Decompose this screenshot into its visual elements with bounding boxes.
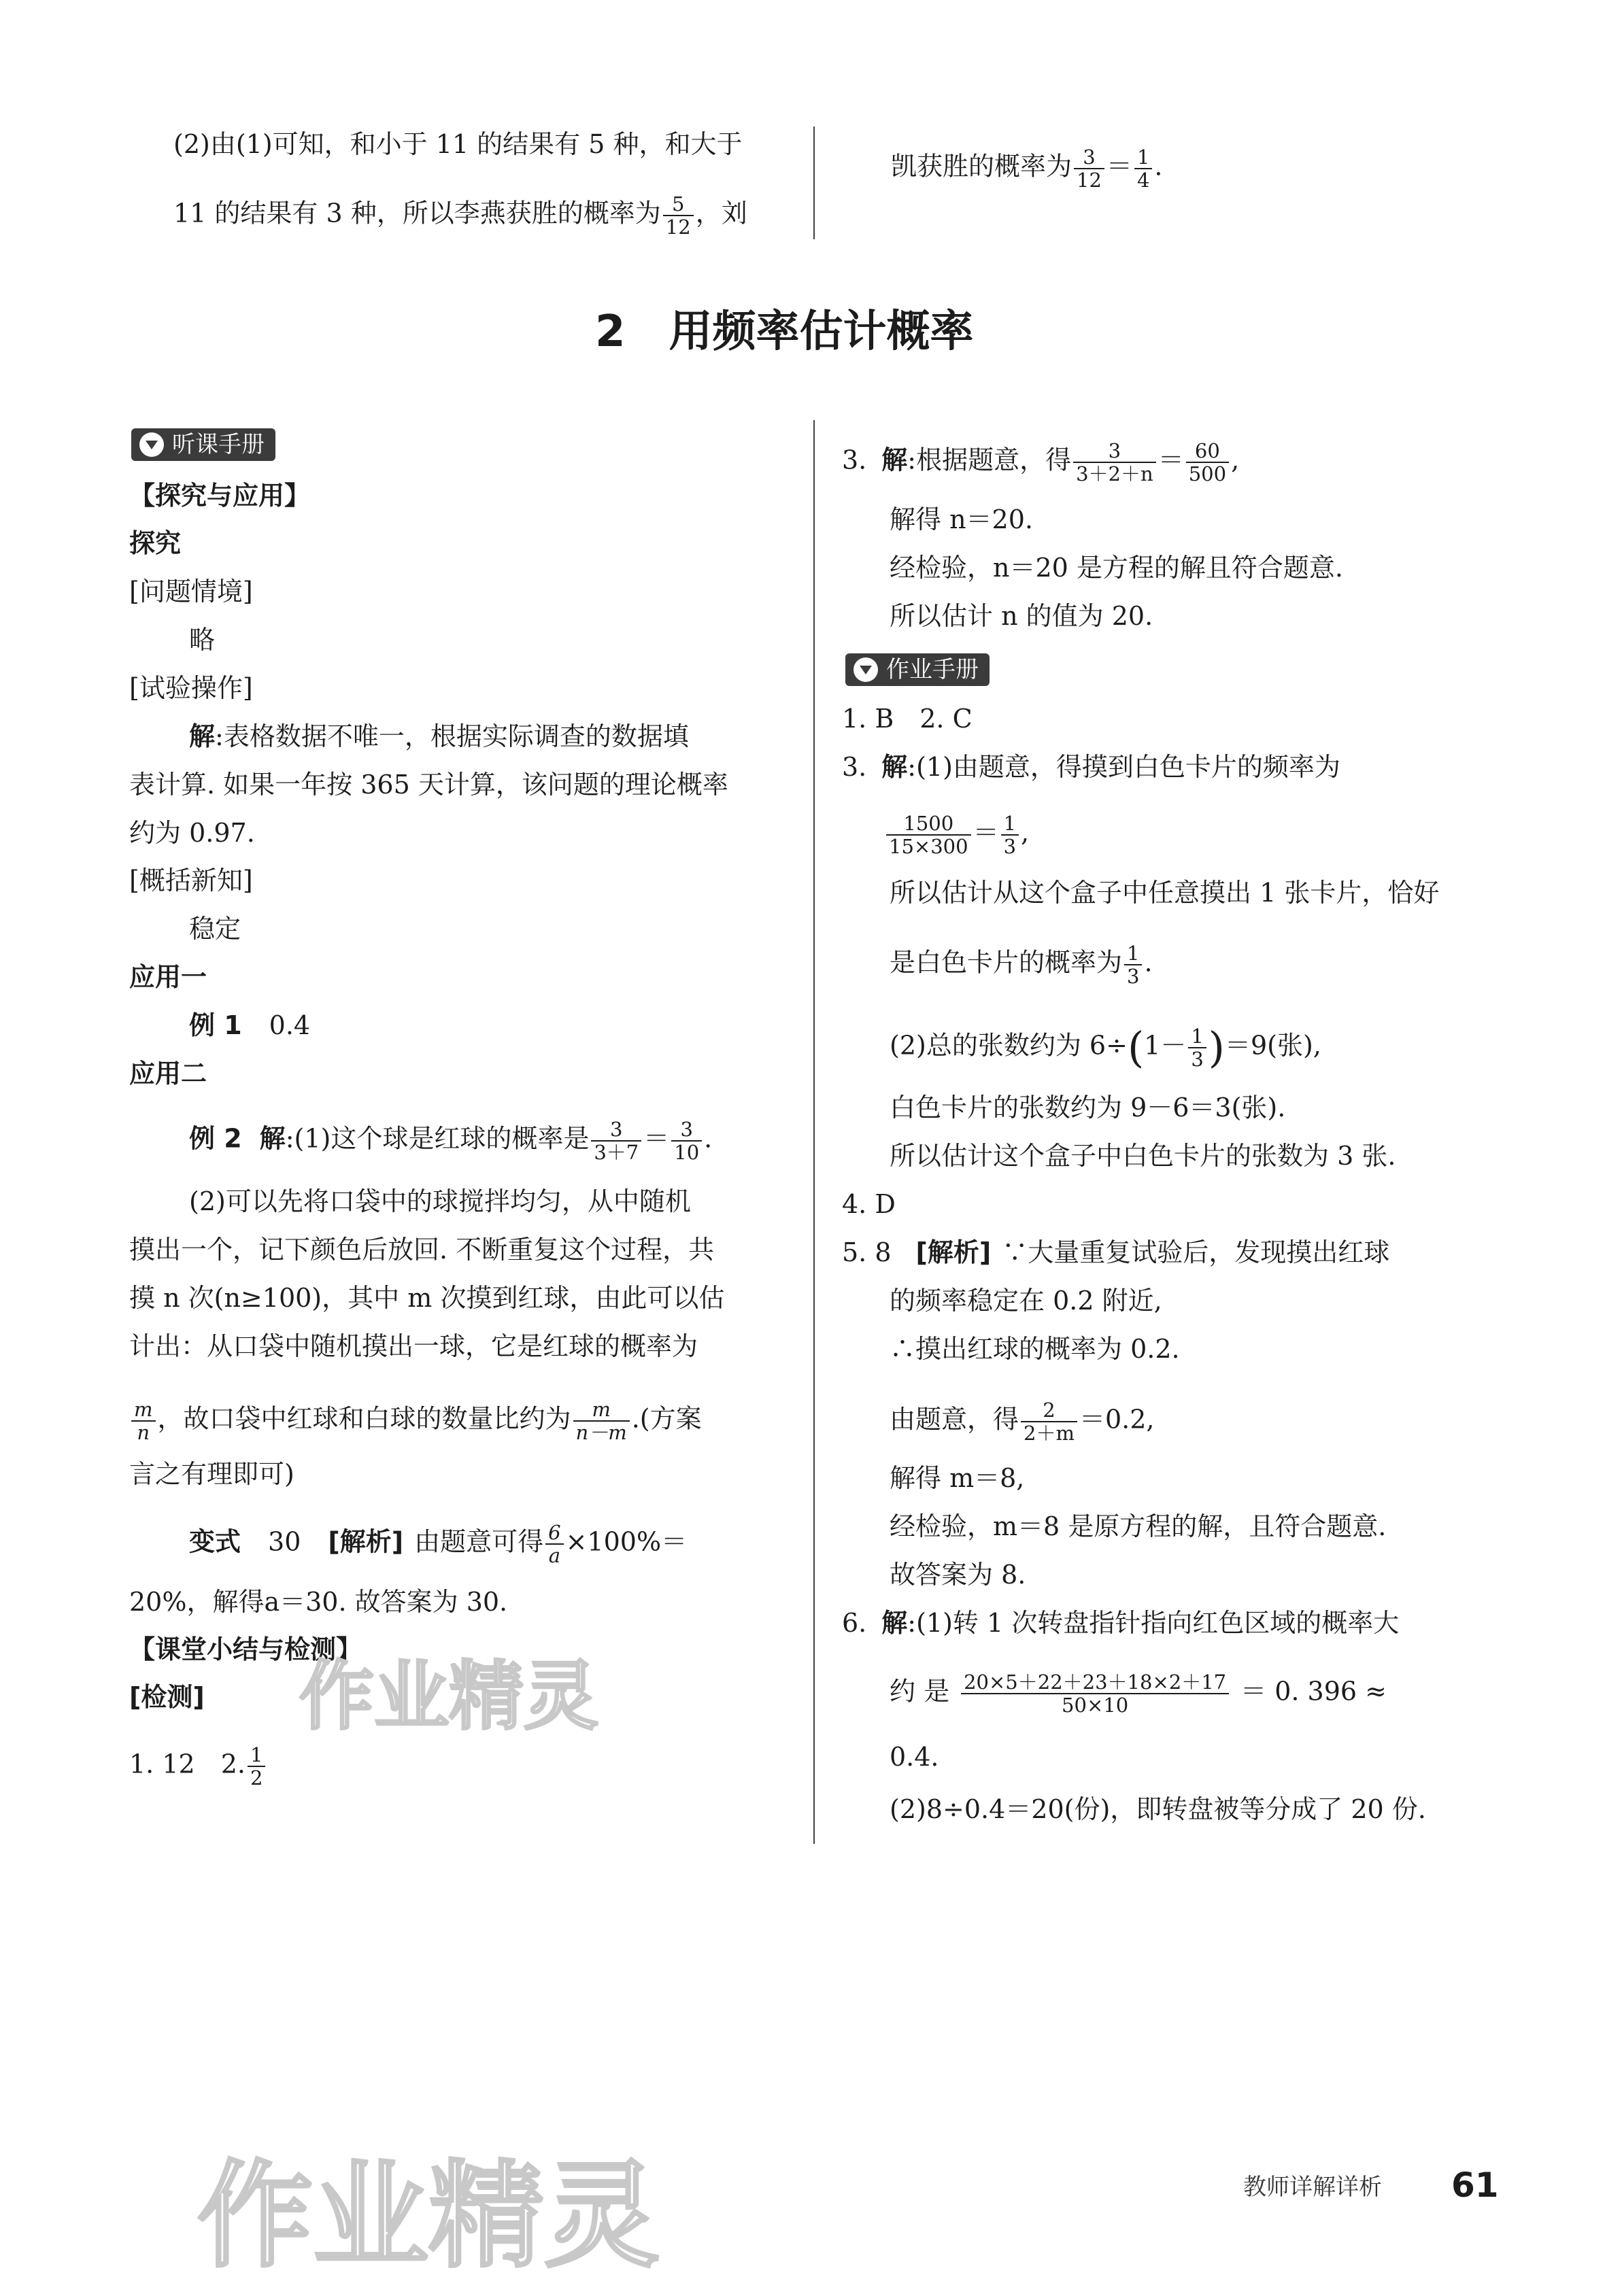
numerator: 1 [1001, 812, 1019, 836]
text: :(1)这个球是红球的概率是 [285, 1123, 590, 1154]
heading-test: [检测] [129, 1682, 205, 1712]
q3-line-2: 解得 n＝20. [890, 504, 1033, 534]
fraction [131, 1399, 156, 1443]
example-2-line-1 [189, 1118, 712, 1163]
solution-label: 解 [189, 721, 216, 751]
text: , [1021, 817, 1030, 848]
numerator: m [131, 1399, 156, 1422]
top-line-2 [173, 193, 747, 238]
solution-label: 解 [881, 1608, 908, 1638]
paren-close: ) [1208, 1023, 1225, 1072]
example-label: 例 2 [189, 1123, 242, 1154]
text: :根据题意，得 [907, 445, 1072, 475]
a3-line-6: 白色卡片的张数约为 9－6＝3(张). [890, 1093, 1286, 1123]
a5-line-6: 经检验，m＝8 是原方程的解，且符合题意. [890, 1511, 1387, 1541]
text: . [1144, 947, 1153, 978]
fraction [591, 1118, 641, 1163]
down-arrow-icon [854, 657, 878, 682]
example-2-line-6 [129, 1399, 702, 1443]
badge-label: 听课手册 [172, 431, 265, 458]
number: 5. 8 [842, 1237, 892, 1267]
numerator: 20×5＋22＋23＋18×2＋17 [961, 1671, 1229, 1694]
denominator: 3 [1127, 965, 1140, 988]
heading-experiment: [试验操作] [129, 673, 253, 703]
numerator: 6 [545, 1522, 563, 1545]
q3-line-1 [842, 440, 1239, 485]
text: ∵大量重复试验后，发现摸出红球 [1002, 1237, 1390, 1267]
summary-text: 稳定 [189, 914, 241, 944]
q3-line-4: 所以估计 n 的值为 20. [890, 601, 1153, 631]
homework-handbook-badge [845, 653, 990, 686]
variant-line-2: 20%，解得a＝30. 故答案为 30. [129, 1587, 508, 1617]
fraction [671, 1118, 702, 1163]
denominator: 50×10 [1062, 1694, 1129, 1717]
solution-label: 解 [881, 445, 908, 475]
example-2-line-5: 计出：从口袋中随机摸出一球，它是红球的概率为 [129, 1331, 698, 1361]
denominator: n－m [575, 1421, 627, 1444]
variant-label: 变式 [189, 1526, 241, 1557]
text: ＝0.2, [1079, 1404, 1155, 1435]
column-divider [813, 420, 815, 1844]
heading-problem: [问题情境] [129, 577, 253, 606]
denominator: a [548, 1544, 561, 1567]
fraction [1001, 812, 1019, 857]
answers-1-2: 1. B 2. C [842, 704, 973, 734]
text: .(方案 [631, 1403, 702, 1434]
fraction [1134, 146, 1152, 191]
a5-line-4 [890, 1399, 1154, 1444]
heading-app1: 应用一 [129, 962, 207, 992]
example-2-line-2: (2)可以先将口袋中的球搅拌均匀，从中随机 [189, 1186, 691, 1216]
a6-line-2 [890, 1671, 1387, 1716]
answer-4: 4. D [842, 1189, 896, 1219]
heading-explore-apply: 【探究与应用】 [129, 481, 311, 511]
text: ＝ [1158, 445, 1184, 475]
text: ＝ [1106, 151, 1132, 182]
example-2-line-7: 言之有理即可) [129, 1459, 294, 1489]
text: ，故口袋中红球和白球的数量比约为 [157, 1403, 571, 1434]
fraction [248, 1744, 265, 1789]
text: ＝ [643, 1123, 670, 1154]
numerator: 60 [1186, 440, 1229, 463]
heading-summary: [概括新知] [129, 866, 253, 895]
fraction [545, 1522, 563, 1566]
example-1 [189, 1009, 310, 1042]
text: 约 是 [890, 1676, 950, 1707]
text: . [1154, 151, 1163, 182]
denominator: 3＋2＋n [1076, 462, 1153, 485]
numerator: 1 [1134, 146, 1152, 169]
text: 11 的结果有 3 种，所以李燕获胜的概率为 [173, 198, 661, 228]
top-right-line [891, 146, 1162, 191]
a6-line-3: 0.4. [890, 1742, 939, 1772]
a3-line-3: 所以估计从这个盒子中任意摸出 1 张卡片，恰好 [890, 878, 1440, 908]
fraction [573, 1399, 630, 1443]
a6-line-4: (2)8÷0.4＝20(份)，即转盘被等分成了 20 份. [890, 1794, 1426, 1824]
a5-line-7: 故答案为 8. [890, 1560, 1026, 1590]
a3-line-7: 所以估计这个盒子中白色卡片的张数为 3 张. [890, 1141, 1396, 1171]
number: 3. [842, 752, 867, 782]
text: 由题意，得 [890, 1404, 1019, 1435]
denominator: 10 [674, 1141, 700, 1164]
numerator: 1 [248, 1744, 265, 1767]
denominator: 500 [1188, 462, 1227, 485]
numerator: 5 [663, 193, 694, 216]
numerator: 2 [1021, 1399, 1077, 1422]
fraction [1073, 440, 1156, 485]
text: (2)总的张数约为 6÷ [890, 1030, 1128, 1061]
numerator: 1 [1124, 942, 1142, 965]
text: , [1231, 445, 1240, 475]
a5-line-5: 解得 m＝8, [890, 1463, 1025, 1493]
text: ＝ [973, 817, 999, 848]
down-arrow-icon [139, 432, 164, 457]
section-title: 2 用频率估计概率 [595, 307, 974, 357]
fraction [1124, 942, 1142, 987]
watermark-middle: 作业精灵 [299, 1653, 598, 1740]
solution-label: 解 [881, 752, 908, 782]
example-2-line-3: 摸出一个，记下颜色后放回. 不断重复这个过程，共 [129, 1235, 715, 1265]
denominator: 12 [665, 216, 691, 239]
experiment-line-1 [189, 720, 689, 753]
numerator: 3 [591, 1118, 641, 1142]
fraction [1074, 146, 1104, 191]
variant-line-1 [189, 1522, 687, 1566]
text: :(1)转 1 次转盘指针指向红色区域的概率大 [907, 1608, 1400, 1638]
page-number: 61 [1451, 2165, 1499, 2205]
top-line-1: (2)由(1)可知，和小于 11 的结果有 5 种，和大于 [173, 129, 743, 159]
analysis-label: [解析] [328, 1526, 404, 1557]
analysis-label: [解析] [915, 1237, 992, 1267]
fraction [1188, 1025, 1206, 1070]
denominator: 2 [250, 1766, 263, 1789]
numerator: 3 [671, 1118, 702, 1142]
text: 1. 12 2. [129, 1749, 246, 1779]
paren-open: ( [1127, 1023, 1145, 1072]
denominator: 4 [1136, 169, 1150, 192]
answer: 30 [268, 1526, 301, 1557]
experiment-line-2: 表计算. 如果一年按 365 天计算，该问题的理论概率 [129, 770, 728, 800]
column-divider-top [813, 126, 815, 239]
heading-class-summary: 【课堂小结与检测】 [129, 1634, 362, 1664]
text: ＝ 0. 396 ≈ [1240, 1676, 1387, 1707]
text: ＝9(张), [1224, 1030, 1321, 1061]
fraction [886, 812, 971, 857]
example-label: 例 1 [189, 1010, 242, 1040]
text: ×100%＝ [565, 1526, 688, 1557]
fraction [961, 1671, 1229, 1716]
a3-line-5 [890, 1025, 1321, 1070]
a3-line-2 [884, 812, 1029, 857]
text: :(1)由题意，得摸到白色卡片的频率为 [907, 752, 1340, 782]
fraction [1186, 440, 1229, 485]
example-2-line-4: 摸 n 次(n≥100)，其中 m 次摸到红球，由此可以估 [129, 1283, 725, 1313]
watermark-bottom: 作业精灵 [197, 2149, 660, 2284]
fraction [663, 193, 694, 238]
badge-label: 作业手册 [886, 656, 979, 683]
a5-line-2: 的频率稳定在 0.2 附近, [890, 1286, 1162, 1316]
denominator: 15×300 [889, 835, 968, 858]
heading-explore: 探究 [129, 528, 182, 558]
text: 凯获胜的概率为 [891, 151, 1072, 182]
numerator: 3 [1074, 146, 1104, 169]
a3-line-4 [890, 942, 1153, 987]
a5-line-3: ∴摸出红球的概率为 0.2. [890, 1334, 1180, 1364]
text: . [704, 1123, 713, 1154]
numerator: 3 [1073, 440, 1156, 463]
number: 3. [842, 445, 867, 475]
denominator: 3 [1191, 1048, 1204, 1071]
solution-label: 解 [259, 1123, 286, 1154]
numerator: 1500 [886, 812, 971, 836]
footer-label: 教师详解详析 [1243, 2174, 1382, 2201]
denominator: n [137, 1421, 150, 1444]
fraction [1021, 1399, 1077, 1444]
denominator: 2＋m [1024, 1422, 1075, 1445]
denominator: 12 [1077, 169, 1102, 192]
test-answers [129, 1744, 267, 1789]
a6-line-1 [842, 1607, 1399, 1639]
text: 1－ [1144, 1030, 1187, 1061]
a5-line-1 [842, 1236, 1389, 1269]
text: 是白色卡片的概率为 [890, 947, 1123, 978]
numerator: 1 [1188, 1025, 1206, 1048]
answer: 0.4 [269, 1010, 311, 1040]
text: :表格数据不唯一，根据实际调查的数据填 [215, 721, 689, 751]
heading-app2: 应用二 [129, 1059, 207, 1089]
numerator: m [573, 1399, 630, 1422]
problem-text: 略 [189, 625, 216, 655]
denominator: 3 [1003, 835, 1017, 858]
text: ，刘 [695, 198, 747, 228]
a3-line-1 [842, 751, 1340, 783]
q3-line-3: 经检验，n＝20 是方程的解且符合题意. [890, 553, 1343, 583]
experiment-line-3: 约为 0.97. [129, 818, 255, 848]
number: 6. [842, 1608, 867, 1638]
listen-handbook-badge [131, 428, 275, 461]
text: 由题意可得 [414, 1526, 544, 1557]
denominator: 3＋7 [594, 1141, 639, 1164]
